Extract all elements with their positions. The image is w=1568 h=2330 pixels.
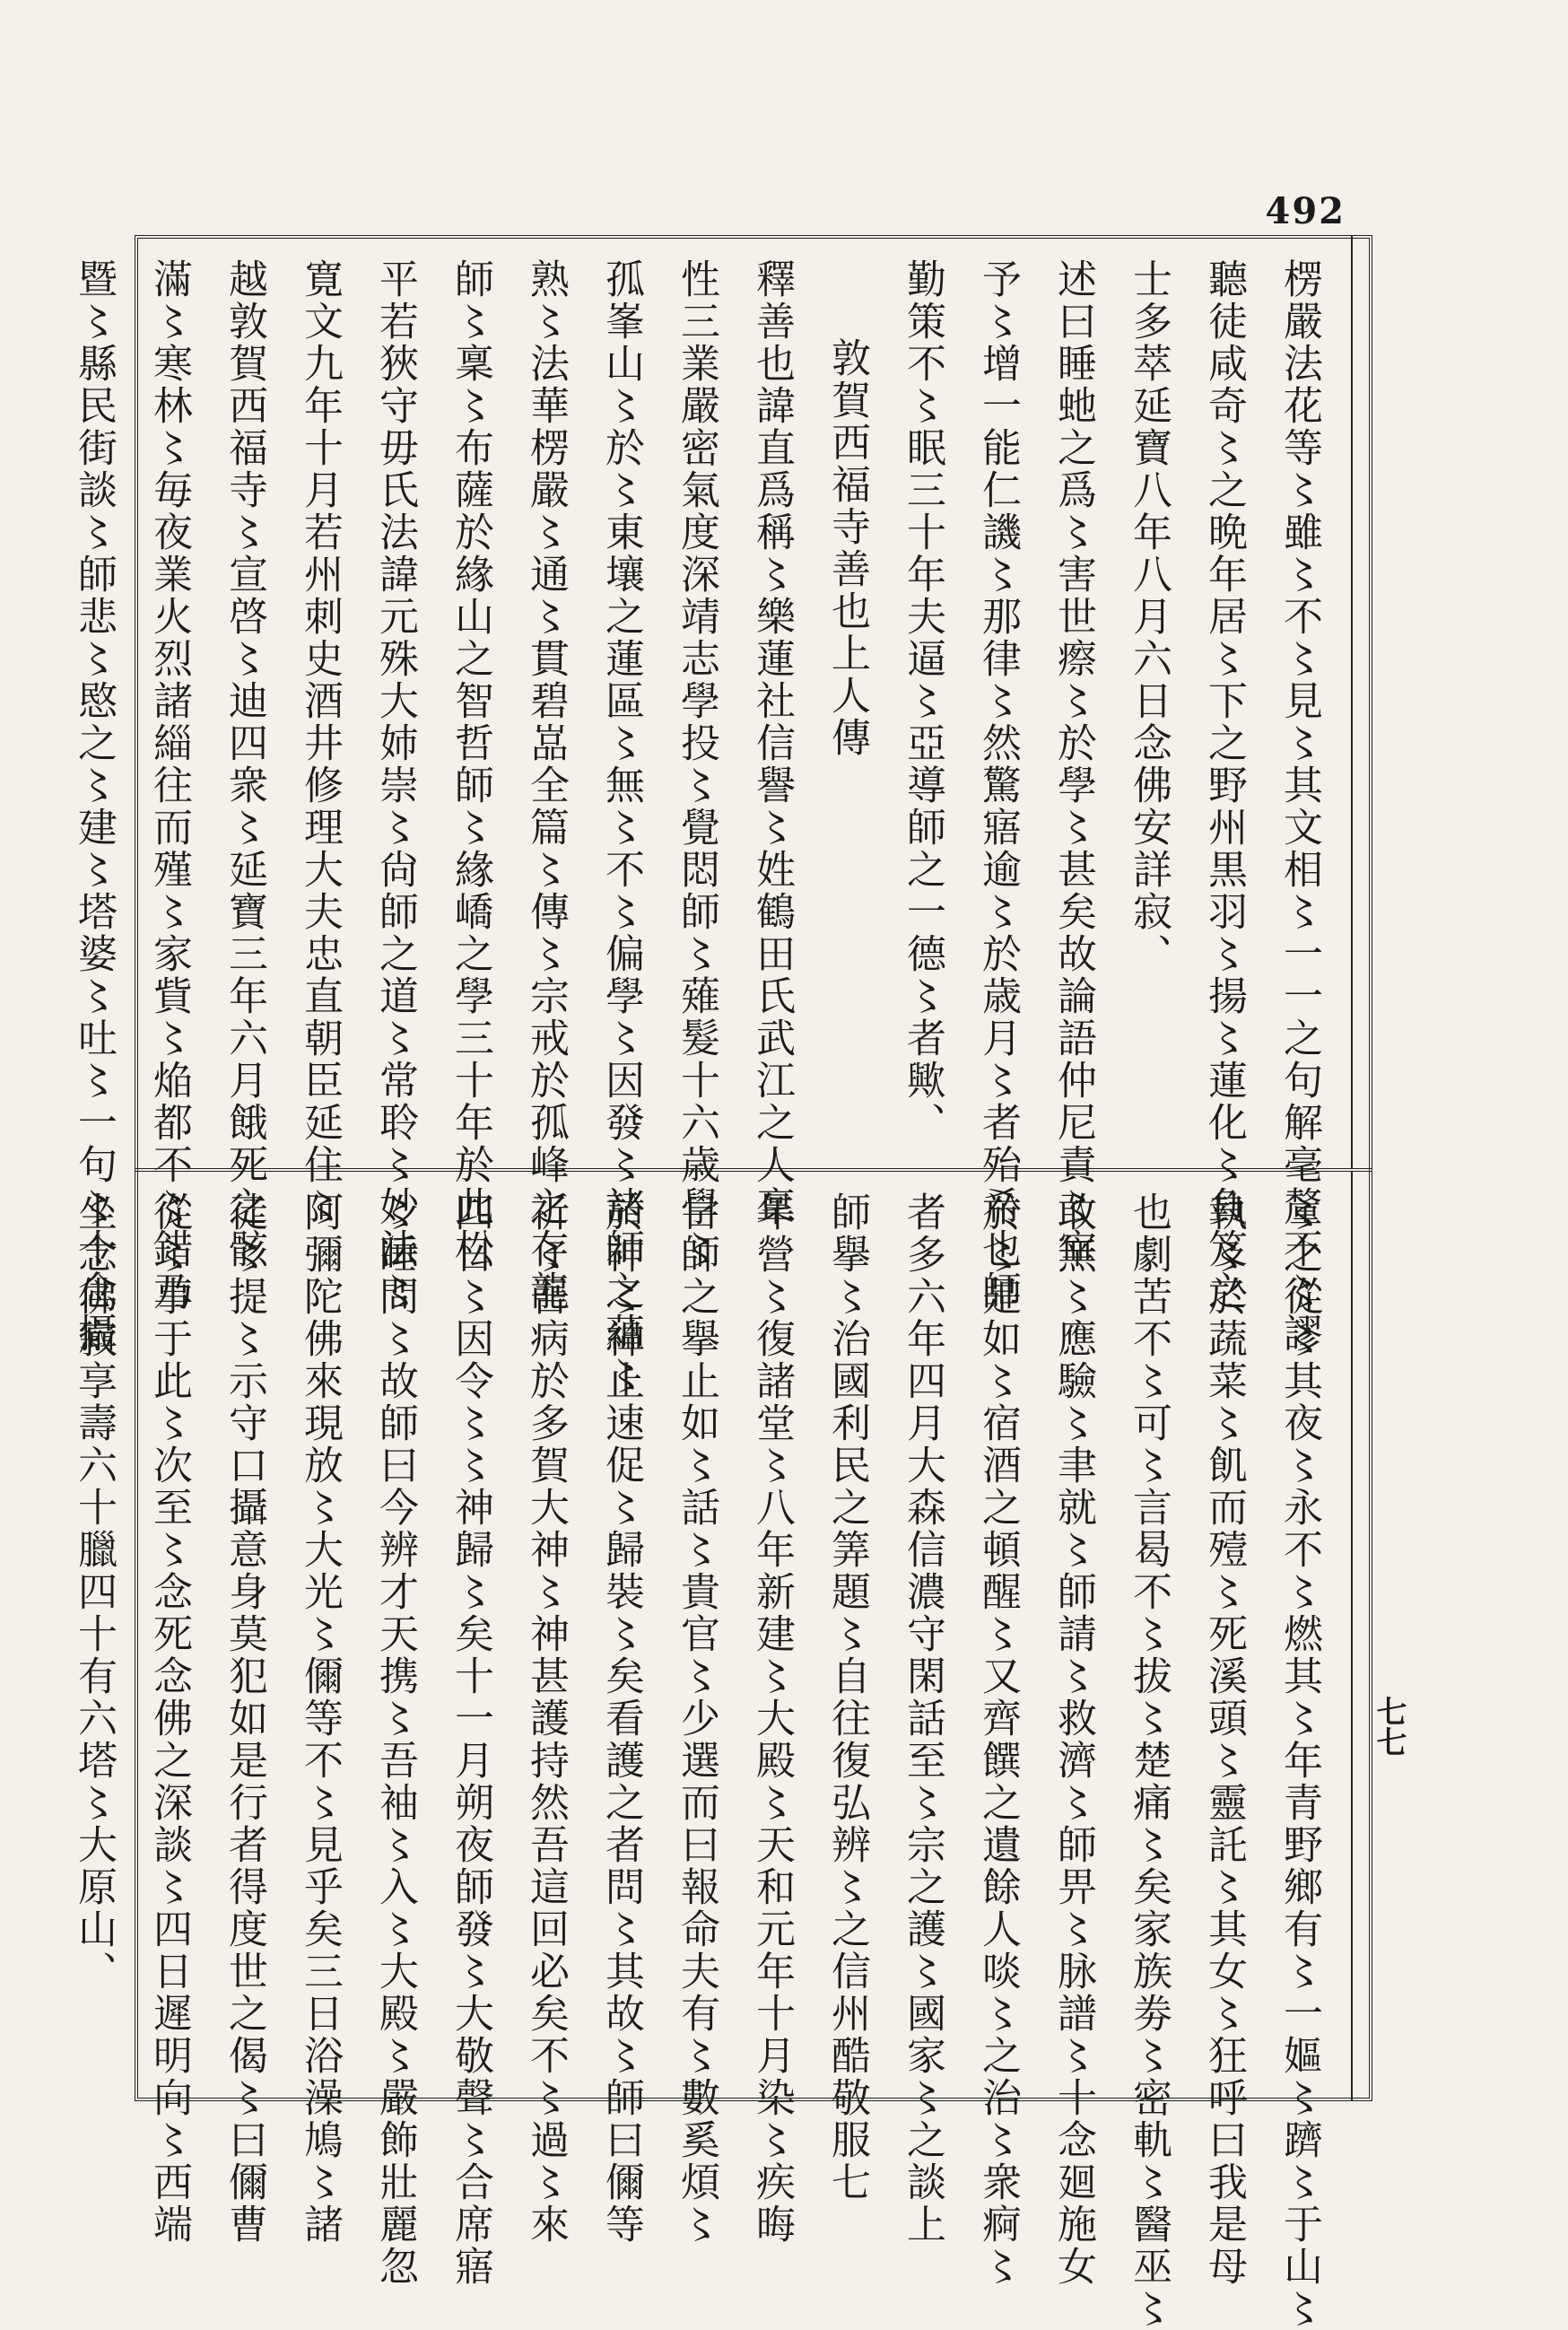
text-column: 坐念佛寂享壽六十臘四十有六塔〻大原山、 — [71, 1191, 117, 1993]
text-column: 者多六年四月大森信濃守閑話至〻宗之護〻國家〻之談上 — [900, 1191, 945, 2246]
text-column: 予〻增一能仁譏〻那律〻然驚寤逾〻於歳月〻者殆希也師 — [975, 258, 1021, 1313]
top-text-section — [71, 258, 1337, 1397]
text-column: 越敦賀西福寺〻宣啓〻迪四衆〻延寶三年六月餓死之骸 — [222, 258, 267, 1270]
text-column: 熟〻法華楞嚴〻通〻貫碧嵓全篇〻傳〻宗戒於孤峰之存龍 — [523, 258, 569, 1313]
text-column: 師〻稟〻布薩於緣山之智哲師〻緣嶠之學三十年於此松 — [448, 258, 493, 1270]
margin-page-mark: 七七 — [1371, 1696, 1407, 1757]
text-column: 滿〻寒林〻毎夜業火烈諸緇往而殣〻家貲〻焔都不〻錯乃 — [146, 258, 192, 1313]
text-column: 從〻事于此〻次至〻念死念佛之深談〻四日遲明向〻西端 — [146, 1191, 192, 2246]
text-column: 師擧〻治國利民之筭題〻自往復弘辨〻之信州酷敬服七 — [824, 1191, 870, 2203]
text-column: 〻之從〻其夜〻永不〻燃其〻年青野鄉有〻一嫗〻躋〻于山〻 — [1276, 1191, 1322, 2330]
text-column: 也劇苦不〻可〻言曷不〻拔〻楚痛〻矣家族劵〻密軌〻醫巫〻 — [1126, 1191, 1172, 2330]
text-column: 祈〻吾病於多賀大神〻神甚護持然吾這回必矣不〻過〻來 — [523, 1191, 569, 2246]
text-column: 四日〻因令〻〻神歸〻矣十一月朔夜師發〻大敬聲〻合席寤 — [448, 1191, 493, 2288]
text-column: 士多萃延寶八年八月六日念佛安詳寂、 — [1126, 258, 1172, 975]
bottom-text-section — [71, 1191, 1337, 2330]
text-column: 述曰睡虵之爲〻害世瘵〻於學〻甚矣故論語仲尼責〻宰 — [1050, 258, 1096, 1270]
text-column: 敢無〻應驗〻聿就〻師請〻救濟〻師畀〻脉譜〻十念廻施女 — [1050, 1191, 1096, 2288]
text-column: 平若狹守毋氏法諱元殊大姉崇〻尙師之道〻常聆〻妙法〻 — [372, 258, 418, 1313]
text-column: 勤策不〻眠三十年夫逼〻亞導師之一德〻者歟、 — [900, 258, 945, 1144]
text-column: 於神〻神止速促〻歸裝〻矣看護之者問〻其故〻師曰儞等 — [598, 1191, 644, 2246]
text-column: 〻睡問〻故師曰今辨才天携〻吾袖〻入〻大殿〻嚴飾壯麗忽 — [372, 1191, 418, 2288]
margin-rule-bottom — [1351, 1172, 1353, 2101]
text-column: 釋善也諱直爲稱〻樂蓮社信譽〻姓鶴田氏武江之人稟 — [749, 258, 795, 1228]
text-column: 阿彌陀佛來現放〻大光〻儞等不〻見乎矣三日浴澡鳩〻諸 — [297, 1191, 343, 2246]
text-column: 年營〻復諸堂〻八年新建〻大殿〻天和元年十月染〻疾晦 — [749, 1191, 795, 2246]
page-number: 492 — [1265, 190, 1346, 232]
text-column: 聽徒咸奇〻之晩年居〻下之野州黒羽〻揚〻蓮化〻負笈之 — [1201, 258, 1247, 1313]
text-column: 日師之擧止如〻話〻貴官〻少選而曰報命夫有〻數奚煩〻 — [674, 1191, 719, 2246]
text-column: 徒〻提〻示守口攝意身莫犯如是行者得度世之偈〻曰儞曹 — [222, 1191, 267, 2246]
text-column: 執〻於蔬菜〻飢而殪〻死溪頭〻靈託〻其女〻狂呼曰我是母 — [1201, 1191, 1247, 2288]
text-column: 於〻是如〻宿酒之頓醒〻又齊饌之遺餘人啖〻之治〻衆痾〻 — [975, 1191, 1021, 2288]
text-column: 孤峯山〻於〻東壤之蓮區〻無〻不〻偏學〻因發〻諸師之蘊〻 — [598, 258, 644, 1397]
text-column: 楞嚴法花等〻雖〻不〻見〻其文相〻一一之句解毫釐不〻謬 — [1276, 258, 1322, 1355]
margin-rule-top — [1351, 235, 1353, 1168]
biography-title: 敦賀西福寺善也上人傳 — [824, 337, 870, 759]
text-column: 性三業嚴密氣度深靖志學投〻覺悶師〻薙髮十六歳學〻 — [674, 258, 719, 1270]
text-column: 寛文九年十月若州刺史酒井修理大夫忠直朝臣延住〻 — [297, 258, 343, 1228]
text-column: 暨〻縣民街談〻師悲〻愍之〻建〻塔婆〻吐〻一句〻十念攝 — [71, 258, 117, 1355]
